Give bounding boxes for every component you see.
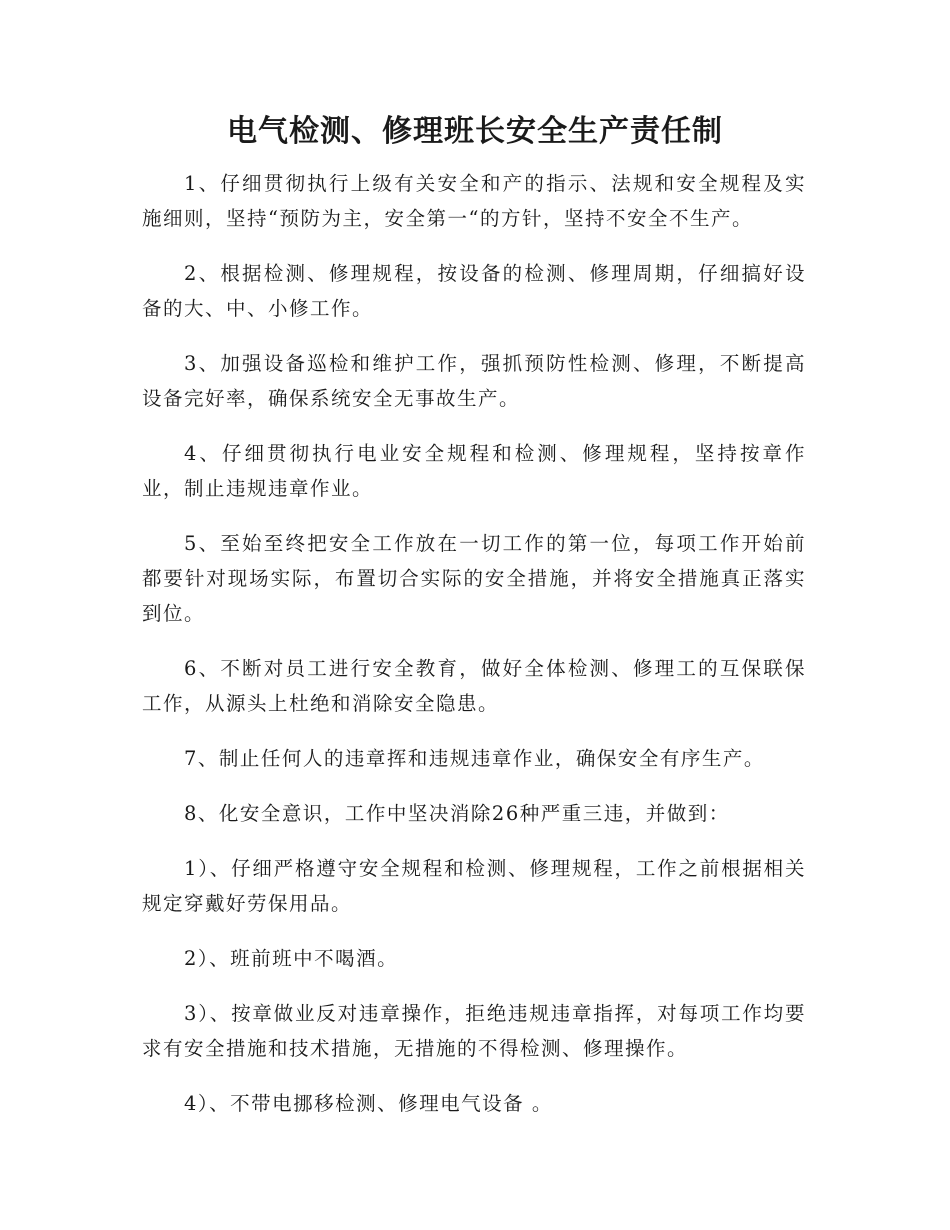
sub-item-4: 4）、不带电挪移检测、修理电气设备 。 [184,1092,553,1115]
sub-item-2: 2）、班前班中不喝酒。 [184,947,399,970]
paragraph-1: 1、仔细贯彻执行上级有关安全和产的指示、法规和安全规程及实施细则，坚持“预防为主，安全第一“的方针，坚持不安全不生产。 [142,172,806,230]
paragraph-5: 5、至始至终把安全工作放在一切工作的第一位，每项工作开始前都要针对现场实际，布置切合实际的安全措施，并将安全措施真正落实到位。 [142,532,806,625]
paragraph-6: 6、不断对员工进行安全教育，做好全体检测、修理工的互保联保工作，从源头上杜绝和消除安全隐患。 [142,657,806,715]
document-title: 电气检测、修理班长安全生产责任制 [227,114,723,149]
paragraph-4: 4、仔细贯彻执行电业安全规程和检测、修理规程，坚持按章作业，制止违规违章作业。 [142,442,806,500]
paragraph-2: 2、根据检测、修理规程，按设备的检测、修理周期，仔细搞好设备的大、中、小修工作。 [142,262,806,320]
paragraph-3: 3、加强设备巡检和维护工作，强抓预防性检测、修理，不断提高设备完好率，确保系统安全无事故生产。 [142,352,806,410]
sub-item-1: 1）、仔细严格遵守安全规程和检测、修理规程，工作之前根据相关规定穿戴好劳保用品。 [142,857,806,915]
document-body [142,166,806,1141]
paragraph-8: 8、化安全意识，工作中坚决消除26种严重三违，并做到： [184,802,730,825]
paragraph-7: 7、制止任何人的违章挥和违规违章作业，确保安全有序生产。 [184,747,765,770]
sub-item-3: 3）、按章做业反对违章操作，拒绝违规违章指挥，对每项工作均要求有安全措施和技术措施，无措施的不得检测、修理操作。 [142,1002,806,1060]
